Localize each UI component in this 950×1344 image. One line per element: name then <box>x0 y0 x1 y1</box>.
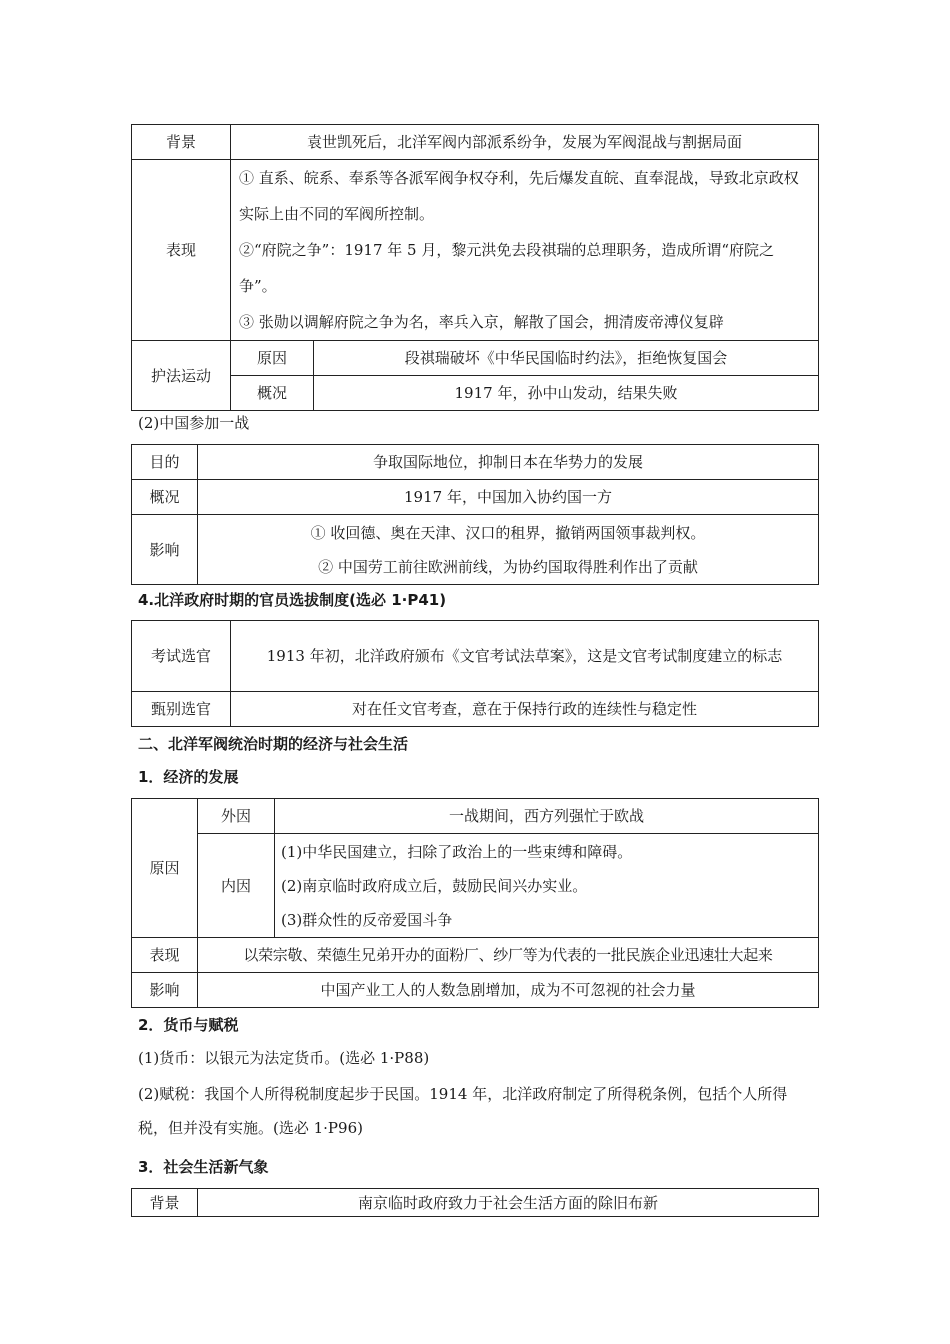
manifest-cell <box>231 160 819 341</box>
section2-heading: 二、北洋军阀统治时期的经济与社会生活 <box>138 735 409 753</box>
ww1-overview-label: 概况 <box>132 480 198 515</box>
cause-label: 原因 <box>231 341 314 376</box>
ww1-overview-text: 1917 年，中国加入协约国一方 <box>198 480 819 515</box>
social-bg-text: 南京临时政府致力于社会生活方面的除旧布新 <box>198 1189 819 1217</box>
currency-text: (1)货币：以银元为法定货币。(选必 1·P88) <box>138 1049 430 1067</box>
tax-text: (2)赋税：我国个人所得税制度起步于民国。1914 年，北洋政府制定了所得税条例，包括个人所得税，但并没有实施。(选必 1·P96) <box>138 1085 788 1137</box>
screen-label: 甄别选官 <box>132 692 231 727</box>
internal-item-3: (3)群众性的反帝爱国斗争 <box>281 910 453 929</box>
currency-heading: 2．货币与赋税 <box>138 1016 239 1034</box>
ww1-impact-label: 影响 <box>132 515 198 585</box>
econ-impact-label: 影响 <box>132 973 198 1008</box>
ww1-heading: (2)中国参加一战 <box>138 414 250 432</box>
overview-text: 1917 年，孙中山发动，结果失败 <box>314 376 819 411</box>
ww1-impact-cell <box>198 515 819 585</box>
goal-text: 争取国际地位，抑制日本在华势力的发展 <box>198 445 819 480</box>
external-label: 外因 <box>198 799 275 834</box>
officials-heading: 4.北洋政府时期的官员选拔制度(选必 1·P41) <box>138 591 447 609</box>
cause-text: 段祺瑞破坏《中华民国临时约法》，拒绝恢复国会 <box>314 341 819 376</box>
screen-text: 对在任文官考查，意在于保持行政的连续性与稳定性 <box>231 692 819 727</box>
constitution-label: 护法运动 <box>132 341 231 411</box>
social-heading: 3．社会生活新气象 <box>138 1158 269 1176</box>
ww1-impact-2: ② 中国劳工前往欧洲前线，为协约国取得胜利作出了贡献 <box>318 557 698 576</box>
internal-label: 内因 <box>198 834 275 938</box>
ww1-table <box>131 444 819 585</box>
overview-label: 概况 <box>231 376 314 411</box>
social-table <box>131 1188 819 1217</box>
manifest-item-1: ① 直系、皖系、奉系等各派军阀争权夺利，先后爆发直皖、直奉混战，导致北京政权实际上由不同的军阀所控制。 <box>239 169 799 223</box>
goal-label: 目的 <box>132 445 198 480</box>
econ-manifest-label: 表现 <box>132 938 198 973</box>
manifest-item-2: ②“府院之争”：1917 年 5 月，黎元洪免去段祺瑞的总理职务，造成所谓“府院之争”。 <box>239 241 775 295</box>
econ-manifest-text: 以荣宗敬、荣德生兄弟开办的面粉厂、纱厂等为代表的一批民族企业迅速壮大起来 <box>198 938 819 973</box>
internal-cell <box>275 834 819 938</box>
internal-item-2: (2)南京临时政府成立后，鼓励民间兴办实业。 <box>281 876 588 895</box>
exam-label: 考试选官 <box>132 621 231 692</box>
social-bg-label: 背景 <box>132 1189 198 1217</box>
econ-impact-text: 中国产业工人的人数急剧增加，成为不可忽视的社会力量 <box>198 973 819 1008</box>
econ-cause-label: 原因 <box>132 799 198 938</box>
external-text: 一战期间，西方列强忙于欧战 <box>275 799 819 834</box>
warlord-table <box>131 124 819 411</box>
exam-text: 1913 年初，北洋政府颁布《文官考试法草案》，这是文官考试制度建立的标志 <box>231 621 819 692</box>
ww1-impact-1: ① 收回德、奥在天津、汉口的租界，撤销两国领事裁判权。 <box>310 523 706 542</box>
manifest-label: 表现 <box>132 160 231 341</box>
econ-table <box>131 798 819 1008</box>
officials-table <box>131 620 819 727</box>
econ-heading: 1．经济的发展 <box>138 768 239 786</box>
background-label: 背景 <box>132 125 231 160</box>
background-text: 袁世凯死后，北洋军阀内部派系纷争，发展为军阀混战与割据局面 <box>231 125 819 160</box>
internal-item-1: (1)中华民国建立，扫除了政治上的一些束缚和障碍。 <box>281 842 633 861</box>
manifest-item-3: ③ 张勋以调解府院之争为名，率兵入京，解散了国会，拥清废帝溥仪复辟 <box>239 313 724 331</box>
